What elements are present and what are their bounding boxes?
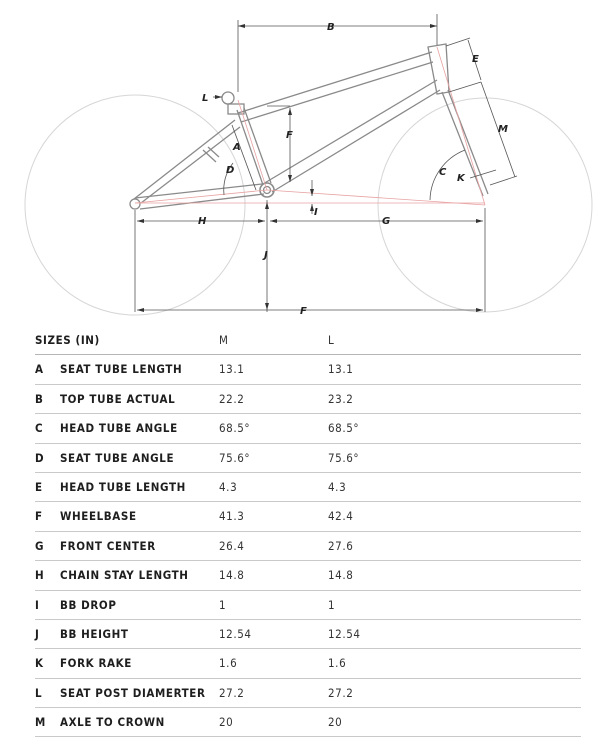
row-name: AXLE TO CROWN — [60, 715, 165, 730]
header-size-l: L — [328, 333, 335, 347]
row-key: C — [35, 421, 44, 436]
row-value-m: 22.2 — [219, 391, 245, 406]
row-value-m: 4.3 — [219, 479, 238, 494]
row-value-m: 12.54 — [219, 626, 252, 641]
table-row — [35, 355, 581, 384]
table-row — [35, 561, 581, 590]
row-value-l: 4.3 — [328, 479, 347, 494]
row-key: G — [35, 538, 45, 553]
table-row — [35, 620, 581, 649]
row-key: A — [35, 362, 44, 377]
dim-label-e: E — [472, 54, 479, 65]
table-row — [35, 591, 581, 620]
dim-label-i: I — [314, 207, 318, 218]
geometry-table — [35, 326, 581, 737]
row-key: H — [35, 568, 45, 583]
row-name: FORK RAKE — [60, 656, 132, 671]
row-name: SEAT TUBE LENGTH — [60, 362, 183, 377]
row-value-l: 75.6° — [328, 450, 360, 465]
table-row — [35, 414, 581, 443]
row-name: CHAIN STAY LENGTH — [60, 568, 189, 583]
row-name: FRONT CENTER — [60, 538, 156, 553]
row-key: I — [35, 597, 40, 612]
dimension-arrowheads — [137, 24, 483, 312]
row-value-l: 23.2 — [328, 391, 354, 406]
dim-label-m: M — [498, 124, 508, 135]
row-value-m: 75.6° — [219, 450, 251, 465]
dim-label-a: A — [233, 142, 241, 153]
row-key: B — [35, 391, 44, 406]
row-key: K — [35, 656, 44, 671]
dim-label-j: J — [264, 250, 268, 261]
row-value-l: 14.8 — [328, 568, 354, 583]
header-size-m: M — [219, 333, 229, 347]
row-value-m: 41.3 — [219, 509, 245, 524]
row-key: F — [35, 509, 43, 524]
table-row — [35, 444, 581, 473]
row-name: BB HEIGHT — [60, 626, 129, 641]
table-row — [35, 473, 581, 502]
table-row — [35, 532, 581, 561]
row-value-m: 26.4 — [219, 538, 245, 553]
row-name: BB DROP — [60, 597, 117, 612]
row-value-m: 20 — [219, 715, 234, 730]
row-value-m: 13.1 — [219, 362, 245, 377]
row-key: M — [35, 715, 46, 730]
row-value-m: 14.8 — [219, 568, 245, 583]
bike-frame — [130, 44, 488, 209]
row-value-l: 12.54 — [328, 626, 361, 641]
row-value-l: 13.1 — [328, 362, 354, 377]
row-value-l: 42.4 — [328, 509, 354, 524]
row-value-l: 1 — [328, 597, 336, 612]
table-row — [35, 649, 581, 678]
row-name: HEAD TUBE LENGTH — [60, 479, 186, 494]
row-value-m: 68.5° — [219, 421, 251, 436]
row-name: HEAD TUBE ANGLE — [60, 421, 178, 436]
bike-geometry-diagram — [0, 0, 615, 320]
table-row — [35, 679, 581, 708]
dim-label-l: L — [202, 93, 209, 104]
row-value-l: 68.5° — [328, 421, 360, 436]
row-name: SEAT TUBE ANGLE — [60, 450, 175, 465]
row-value-m: 1.6 — [219, 656, 238, 671]
row-name: TOP TUBE ACTUAL — [60, 391, 176, 406]
dim-label-d: D — [226, 165, 235, 176]
row-value-l: 20 — [328, 715, 343, 730]
row-value-l: 1.6 — [328, 656, 347, 671]
row-value-m: 27.2 — [219, 685, 245, 700]
header-sizes: SIZES (IN) — [35, 333, 100, 347]
row-key: J — [35, 626, 40, 641]
dim-label-k: K — [457, 173, 465, 184]
dim-label-f-wheelbase: F — [300, 306, 307, 317]
row-key: D — [35, 450, 45, 465]
dim-label-c: C — [439, 167, 447, 178]
dim-label-h: H — [198, 216, 207, 227]
table-row — [35, 385, 581, 414]
table-row — [35, 708, 581, 737]
table-body — [35, 355, 581, 737]
row-key: E — [35, 479, 43, 494]
dim-label-f-stack: F — [286, 130, 293, 141]
dim-label-g: G — [382, 216, 391, 227]
row-value-l: 27.2 — [328, 685, 354, 700]
row-value-m: 1 — [219, 597, 227, 612]
row-value-l: 27.6 — [328, 538, 354, 553]
table-header-row — [35, 326, 581, 355]
table-row — [35, 502, 581, 531]
row-name: WHEELBASE — [60, 509, 137, 524]
dim-label-b: B — [327, 22, 335, 33]
row-name: SEAT POST DIAMERTER — [60, 685, 206, 700]
row-key: L — [35, 685, 43, 700]
